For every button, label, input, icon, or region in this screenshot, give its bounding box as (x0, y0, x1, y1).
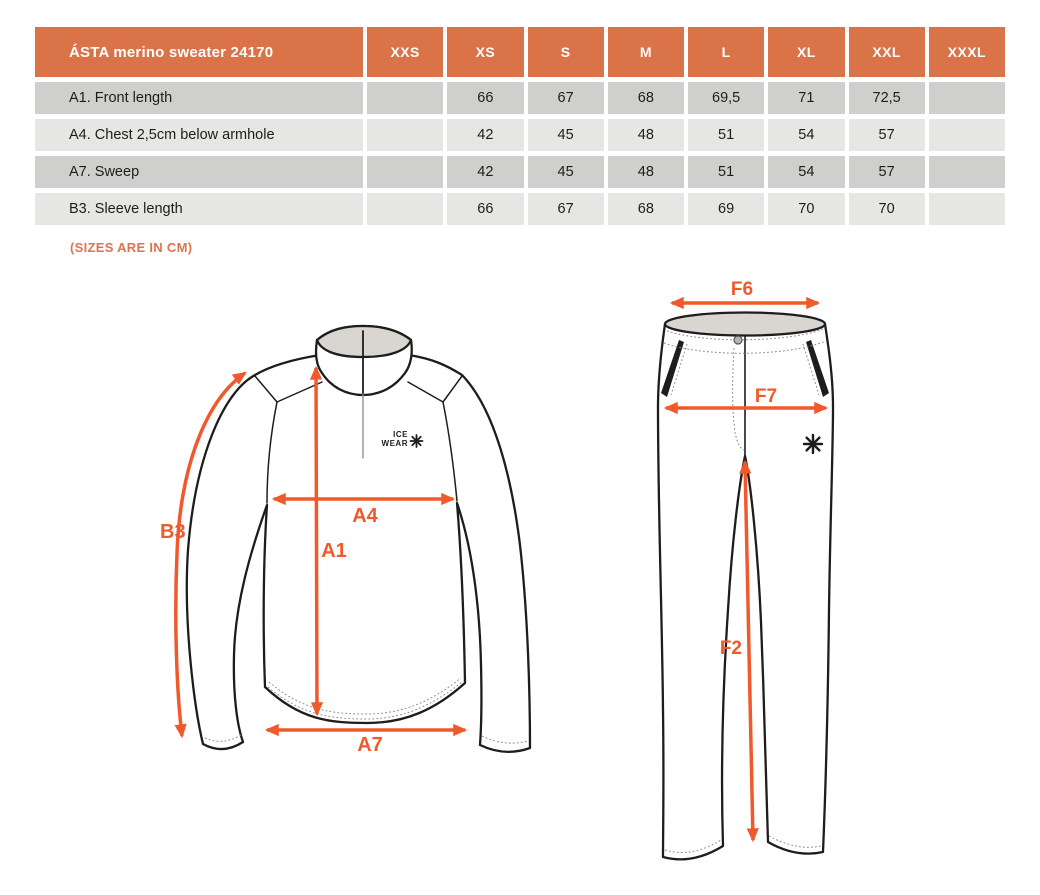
size-column-header-m: M (608, 27, 684, 77)
measure-label-f6: F6 (730, 280, 754, 300)
arrow-a1-front-length (316, 368, 317, 714)
table-cell: 42 (447, 119, 523, 151)
table-cell (367, 82, 443, 114)
measure-label-a4: A4 (352, 505, 378, 527)
arrow-f2-inseam (745, 462, 753, 840)
table-cell: 69 (688, 193, 764, 225)
table-title: ÁSTA merino sweater 24170 (35, 27, 363, 77)
table-cell (929, 156, 1005, 188)
measure-label-a1: A1 (321, 540, 347, 562)
sizes-unit-note: (SIZES ARE IN CM) (70, 240, 193, 255)
table-cell: 54 (768, 156, 844, 188)
size-column-header-s: S (528, 27, 604, 77)
brand-logo-line2: WEAR (381, 439, 408, 448)
table-cell: 67 (528, 193, 604, 225)
table-cell: 45 (528, 119, 604, 151)
table-cell: 48 (608, 119, 684, 151)
waist-button (734, 336, 742, 344)
table-cell (929, 193, 1005, 225)
table-cell: 67 (528, 82, 604, 114)
table-cell: 68 (608, 82, 684, 114)
sweater-measurement-diagram (150, 295, 570, 775)
table-cell: 57 (849, 156, 925, 188)
size-column-header-xxs: XXS (367, 27, 443, 77)
table-cell: 69,5 (688, 82, 764, 114)
table-cell: 66 (447, 82, 523, 114)
pants-measurement-diagram (630, 280, 890, 880)
table-cell (367, 156, 443, 188)
table-cell: 71 (768, 82, 844, 114)
table-cell: 51 (688, 119, 764, 151)
table-cell: 51 (688, 156, 764, 188)
size-column-header-xxxl: XXXL (929, 27, 1005, 77)
table-cell: 45 (528, 156, 604, 188)
table-cell: 42 (447, 156, 523, 188)
row-label-sweep: A7. Sweep (35, 156, 363, 188)
table-cell (929, 119, 1005, 151)
table-cell (929, 82, 1005, 114)
table-cell: 72,5 (849, 82, 925, 114)
table-cell: 48 (608, 156, 684, 188)
sweater-outline (187, 326, 530, 752)
size-column-header-l: L (688, 27, 764, 77)
table-cell: 70 (768, 193, 844, 225)
waistband-opening (665, 313, 825, 336)
row-label-sleeve-length: B3. Sleeve length (35, 193, 363, 225)
table-cell: 66 (447, 193, 523, 225)
table-cell (367, 119, 443, 151)
measure-label-b3: B3 (160, 521, 186, 543)
table-cell: 68 (608, 193, 684, 225)
snowflake-icon (804, 435, 822, 453)
size-column-header-xl: XL (768, 27, 844, 77)
table-cell: 54 (768, 119, 844, 151)
row-label-front-length: A1. Front length (35, 82, 363, 114)
table-cell (367, 193, 443, 225)
measure-label-f7: F7 (754, 386, 778, 407)
row-label-chest: A4. Chest 2,5cm below armhole (35, 119, 363, 151)
brand-logo-line1: ICE (393, 430, 408, 439)
measure-label-a7: A7 (357, 734, 383, 756)
size-column-header-xs: XS (447, 27, 523, 77)
table-cell: 70 (849, 193, 925, 225)
snowflake-icon (411, 435, 423, 447)
size-table (35, 27, 1005, 225)
table-cell: 57 (849, 119, 925, 151)
measure-label-f2: F2 (719, 638, 742, 659)
pants-outline (658, 313, 833, 860)
size-column-header-xxl: XXL (849, 27, 925, 77)
